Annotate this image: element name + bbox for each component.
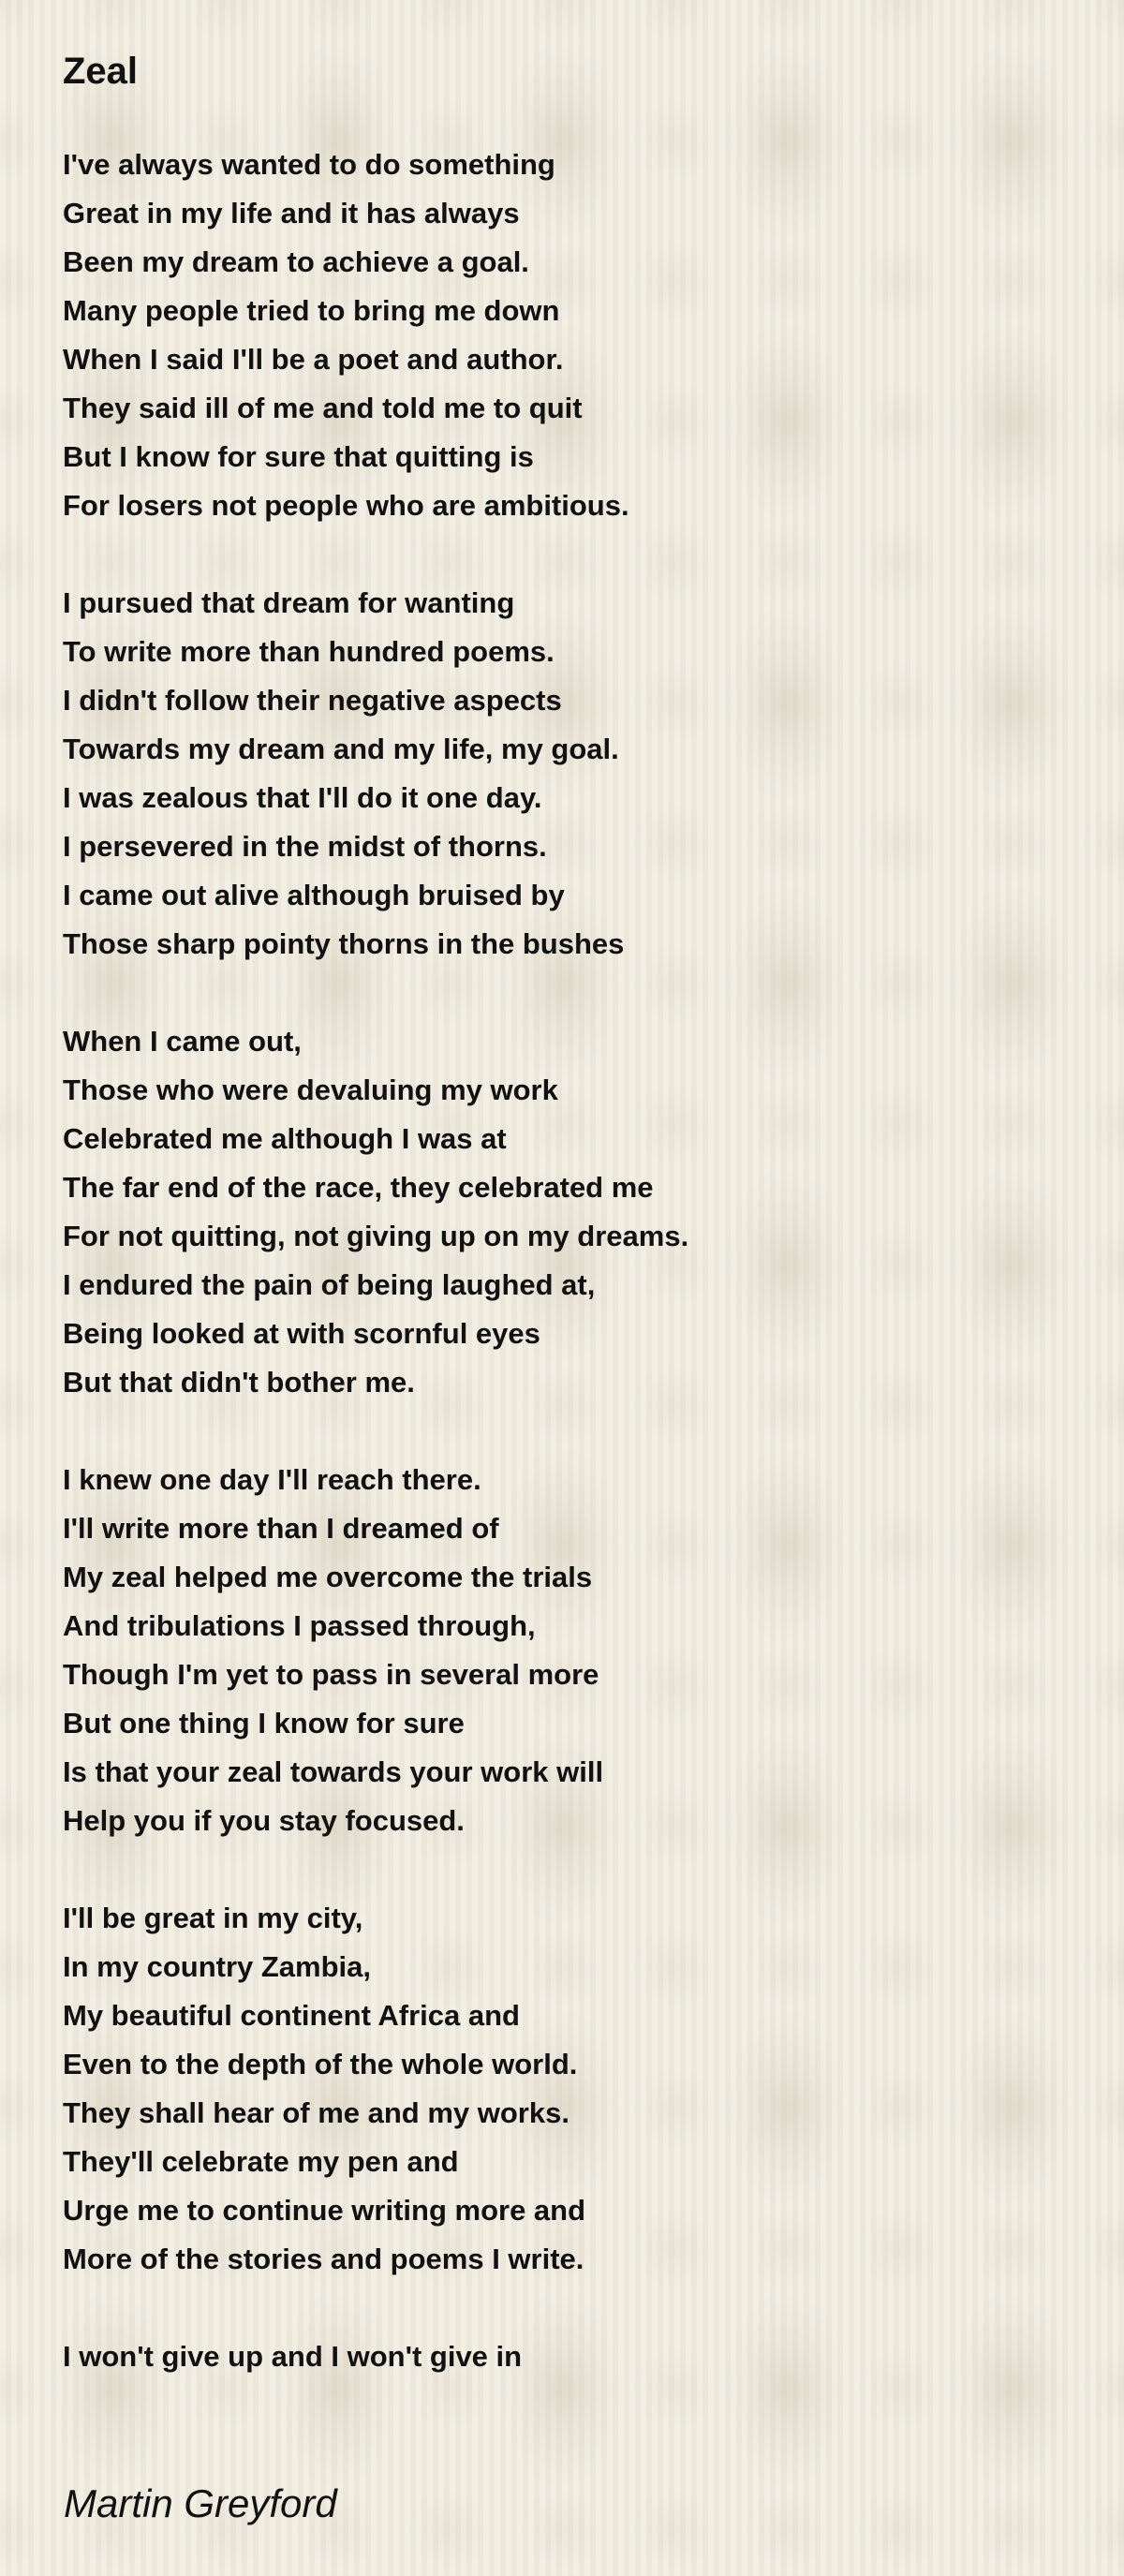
poem-line: Those who were devaluing my work <box>63 1073 558 1106</box>
poem-line: They'll celebrate my pen and <box>63 2145 459 2178</box>
poem-line: I came out alive although bruised by <box>63 879 565 911</box>
poem-line: Been my dream to achieve a goal. <box>63 245 529 278</box>
poem-stanza <box>63 1894 1074 2284</box>
poem-stanza <box>63 1456 1074 1845</box>
poem-line: I persevered in the midst of thorns. <box>63 830 547 863</box>
poem-line: Those sharp pointy thorns in the bushes <box>63 927 625 960</box>
poem-body <box>63 141 1074 2430</box>
poem-line: I'll be great in my city, <box>63 1902 363 1934</box>
poem-line: I'll write more than I dreamed of <box>63 1512 499 1545</box>
poem-line: To write more than hundred poems. <box>63 635 555 668</box>
poem-stanza <box>63 1017 1074 1407</box>
poem-line: When I said I'll be a poet and author. <box>63 343 564 376</box>
poem-line: Being looked at with scornful eyes <box>63 1317 540 1350</box>
poem-line: Is that your zeal towards your work will <box>63 1755 604 1788</box>
poem-line: But that didn't bother me. <box>63 1366 415 1399</box>
poem-title: Zeal <box>63 51 139 92</box>
poem-line: They shall hear of me and my works. <box>63 2096 569 2129</box>
poem-line: I won't give up and I won't give in <box>63 2340 523 2373</box>
poem-line: And tribulations I passed through, <box>63 1609 536 1642</box>
poem-stanza <box>63 141 1074 530</box>
poem-line: I knew one day I'll reach there. <box>63 1463 481 1496</box>
poem-line: I endured the pain of being laughed at, <box>63 1268 596 1301</box>
poem-stanza <box>63 2332 1074 2381</box>
poem-line: More of the stories and poems I write. <box>63 2243 584 2275</box>
poem-line: Even to the depth of the whole world. <box>63 2048 578 2080</box>
poem-line: Help you if you stay focused. <box>63 1804 465 1837</box>
poem-line: My beautiful continent Africa and <box>63 1999 520 2032</box>
poem-line: Though I'm yet to pass in several more <box>63 1658 599 1691</box>
poem-line: Towards my dream and my life, my goal. <box>63 733 619 765</box>
poem-line: When I came out, <box>63 1025 302 1058</box>
poem-line: They said ill of me and told me to quit <box>63 392 583 424</box>
poem-line: The far end of the race, they celebrated me <box>63 1171 654 1204</box>
poem-line: Many people tried to bring me down <box>63 294 560 327</box>
poem-line: I didn't follow their negative aspects <box>63 684 562 717</box>
poem-stanza <box>63 579 1074 969</box>
poem-line: Great in my life and it has always <box>63 197 520 229</box>
poem-line: Celebrated me although I was at <box>63 1122 507 1155</box>
poem-line: But I know for sure that quitting is <box>63 440 534 473</box>
poem-line: I was zealous that I'll do it one day. <box>63 781 542 814</box>
poem-line: Urge me to continue writing more and <box>63 2194 586 2227</box>
poem-line: For losers not people who are ambitious. <box>63 489 629 522</box>
poem-line: I've always wanted to do something <box>63 148 555 181</box>
poem-line: My zeal helped me overcome the trials <box>63 1561 593 1593</box>
poem-line: For not quitting, not giving up on my dreams. <box>63 1220 689 1252</box>
poem-line: I pursued that dream for wanting <box>63 586 515 619</box>
poem-author: Martin Greyford <box>64 2481 337 2525</box>
poem-line: In my country Zambia, <box>63 1950 372 1983</box>
poem-line: But one thing I know for sure <box>63 1707 465 1740</box>
